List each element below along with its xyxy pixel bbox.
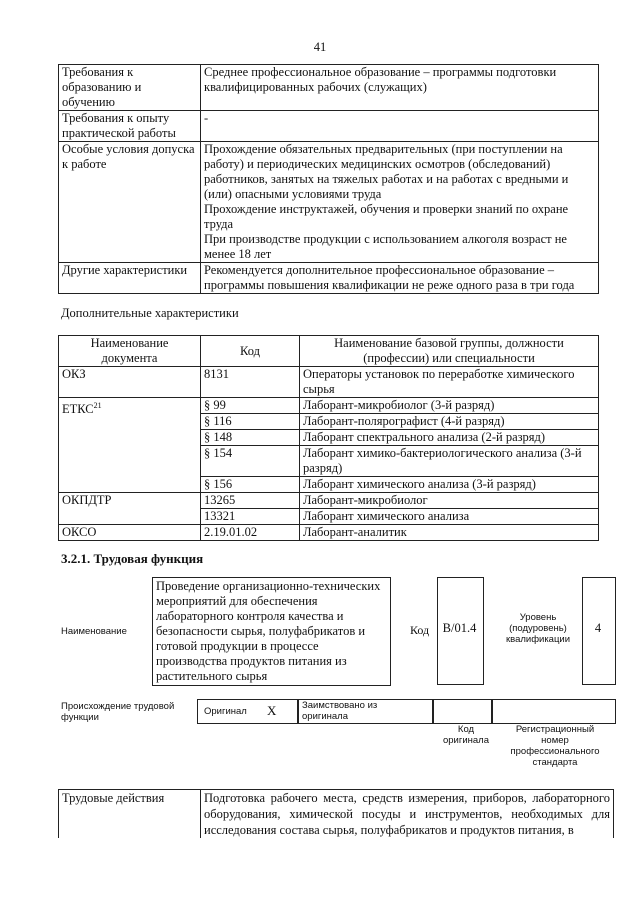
table-row <box>59 525 599 541</box>
original-mark: X <box>267 703 277 718</box>
requirement-line: Прохождение обязательных предварительных (при поступлении на работу) и периодических медицинских осмотров (обследований) работников, занятых на тяжелых работах и на работах с вредными и (или) опасными условиями труда <box>204 142 569 201</box>
name-cell: Лаборант химического анализа <box>300 509 599 525</box>
table-row <box>59 493 599 509</box>
name-cell: Лаборант спектрального анализа (2-й разряд) <box>300 430 599 446</box>
footnote-ref: 21 <box>93 401 102 410</box>
name-cell: Лаборант химико-бактериологического анализа (3-й разряд) <box>300 446 599 477</box>
requirement-label: Требования к образованию и обучению <box>59 65 201 111</box>
function-code-value: B/01.4 <box>442 621 477 635</box>
code-caption: Код оригинала <box>442 724 489 746</box>
code-cell: § 99 <box>201 398 300 414</box>
requirement-line: Прохождение инструктажей, обучения и проверки знаний по охране труда <box>204 202 569 231</box>
name-cell: Лаборант химического анализа (3-й разряд) <box>300 477 599 493</box>
code-cell: 2.19.01.02 <box>201 525 300 541</box>
table-row <box>59 398 599 414</box>
table-row <box>59 790 614 839</box>
column-header: Наименование базовой группы, должности (профессии) или специальности <box>300 336 599 367</box>
requirements-table <box>58 64 599 294</box>
origin-reg-box <box>491 699 616 724</box>
name-cell: Лаборант-микробиолог <box>300 493 599 509</box>
doc-name: ЕТКС <box>62 402 94 417</box>
doc-cell <box>59 398 201 493</box>
labor-actions-value: Подготовка рабочего места, средств измерения, приборов, лабораторного оборудования, химической посуды и инструментов, необходимых для исследования состава сырья, полуфабрикатов и продуктов питания, в <box>201 790 614 839</box>
origin-label: Происхождение трудовой функции <box>61 701 175 723</box>
table-row <box>59 367 599 398</box>
function-name-value: Проведение организационно-технических мероприятий для обеспечения лабораторного контроля качества и безопасности сырья, полуфабрикатов и готовой продукции в процессе производства продуктов питания из растительного сырья <box>156 579 381 683</box>
doc-cell: ОКПДТР <box>59 493 201 525</box>
table-row <box>59 65 599 111</box>
borrowed-label: Заимствовано из оригинала <box>302 700 378 722</box>
code-cell: 8131 <box>201 367 300 398</box>
section-title: 3.2.1. Трудовая функция <box>61 551 204 566</box>
additional-title: Дополнительные характеристики <box>61 306 239 320</box>
name-cell: Операторы установок по переработке химического сырья <box>300 367 599 398</box>
requirement-value <box>201 142 599 263</box>
code-cell: 13265 <box>201 493 300 509</box>
code-cell: 13321 <box>201 509 300 525</box>
code-cell: § 116 <box>201 414 300 430</box>
requirement-value: Рекомендуется дополнительное профессиональное образование – программы повышения квалификации не реже одного раза в три года <box>201 263 599 294</box>
level-label: Уровень (подуровень) квалификации <box>505 612 571 645</box>
requirement-label: Требования к опыту практической работы <box>59 111 201 142</box>
additional-table <box>58 335 599 541</box>
page-number: 41 <box>313 40 327 54</box>
origin-code-box <box>432 699 493 724</box>
column-header: Наименование документа <box>59 336 201 367</box>
table-row <box>59 111 599 142</box>
level-value: 4 <box>594 621 602 635</box>
doc-cell: ОКСО <box>59 525 201 541</box>
labor-actions-table <box>58 789 614 838</box>
table-row <box>59 142 599 263</box>
table-header-row <box>59 336 599 367</box>
original-label: Оригинал <box>204 706 247 717</box>
function-name-label: Наименование <box>61 626 127 637</box>
requirement-value: Среднее профессиональное образование – программы подготовки квалифицированных рабочих (служащих) <box>201 65 599 111</box>
function-code-label: Код <box>410 623 430 637</box>
column-header: Код <box>201 336 300 367</box>
code-cell: § 156 <box>201 477 300 493</box>
doc-cell: ОКЗ <box>59 367 201 398</box>
code-cell: § 154 <box>201 446 300 477</box>
requirement-label: Другие характеристики <box>59 263 201 294</box>
name-cell: Лаборант-полярографист (4-й разряд) <box>300 414 599 430</box>
requirement-line: При производстве продукции с использованием алкоголя возраст не менее 18 лет <box>204 232 567 261</box>
labor-actions-label: Трудовые действия <box>59 790 201 839</box>
requirement-value: - <box>201 111 599 142</box>
code-cell: § 148 <box>201 430 300 446</box>
table-row <box>59 263 599 294</box>
reg-caption: Регистрационный номер профессионального стандарта <box>510 724 600 768</box>
requirement-label: Особые условия допуска к работе <box>59 142 201 263</box>
name-cell: Лаборант-микробиолог (3-й разряд) <box>300 398 599 414</box>
name-cell: Лаборант-аналитик <box>300 525 599 541</box>
